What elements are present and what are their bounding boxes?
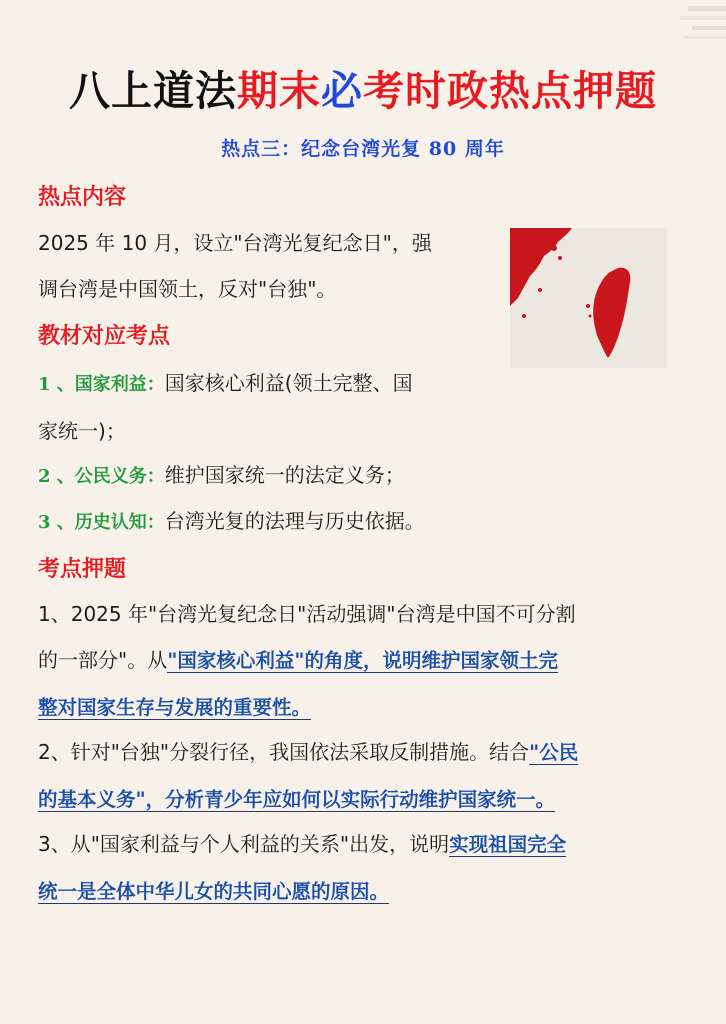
point-text-2: 维护国家统一的法定义务； (164, 463, 405, 487)
question-2-line-2 (38, 776, 694, 823)
question-2-highlight-a: "公民 (529, 741, 579, 764)
taiwan-map-graphic (510, 228, 667, 368)
question-1-text: 的一部分"。从 (38, 648, 168, 672)
point-item-1-line-1 (38, 360, 508, 408)
question-3-text: 3、从"国家利益与个人利益的关系"出发，说明 (38, 832, 450, 856)
section-heading-content: 热点内容 (38, 185, 127, 210)
taiwan-map-icon (510, 228, 667, 368)
point-item-1 (38, 360, 508, 454)
question-3 (38, 821, 694, 915)
point-label-2: 2 、公民义务： (38, 466, 165, 487)
title-part-5: 时政热点押题 (405, 67, 657, 115)
question-2-line-1 (38, 729, 694, 776)
question-1-highlight-a: "国家核心利益"的角度，说明维护国家领土完 (167, 649, 559, 672)
title-part-4: 考 (363, 67, 405, 115)
point-label-3: 3 、历史认知： (38, 512, 165, 533)
question-3-line-2 (38, 868, 694, 915)
question-2-text: 2、针对"台独"分裂行径，我国依法采取反制措施。结合 (38, 740, 530, 764)
page-title (0, 58, 726, 117)
content-line-1: 2025 年 10 月，设立"台湾光复纪念日"，强 (38, 231, 432, 255)
question-3-line-1 (38, 821, 694, 868)
question-1-line-1: 1、2025 年"台湾光复纪念日"活动强调"台湾是中国不可分割 (38, 602, 576, 626)
section-heading-questions: 考点押题 (38, 557, 127, 582)
section-heading-points: 教材对应考点 (38, 324, 171, 349)
content-paragraph (38, 220, 508, 312)
question-2-highlight-b: 的基本义务"，分析青少年应如何以实际行动维护国家统一。 (38, 788, 556, 811)
title-part-3: 必 (321, 67, 363, 115)
question-3-highlight-b: 统一是全体中华儿女的共同心愿的原因。 (38, 880, 390, 903)
question-1-line-2 (38, 637, 694, 684)
point-text-1: 国家核心利益(领土完整、国 (164, 371, 413, 395)
point-text-3: 台湾光复的法理与历史依据。 (164, 509, 425, 533)
question-1-highlight-b: 整对国家生存与发展的重要性。 (38, 696, 312, 719)
title-part-1: 八上道法 (69, 67, 237, 115)
decorative-corner-icon (666, 0, 726, 50)
question-3-highlight-a: 实现祖国完全 (449, 833, 567, 856)
page-subtitle: 热点三：纪念台湾光复 80 周年 (221, 138, 505, 160)
question-1 (38, 591, 694, 731)
point-item-1-line-2: 家统一)； (38, 419, 126, 443)
content-line-2: 调台湾是中国领土，反对"台独"。 (38, 277, 337, 301)
title-part-2: 期末 (237, 67, 321, 115)
question-2 (38, 729, 694, 823)
question-1-line-3 (38, 684, 694, 731)
point-item-2 (38, 452, 508, 500)
point-item-3 (38, 498, 508, 546)
point-label-1: 1 、国家利益： (38, 374, 165, 395)
